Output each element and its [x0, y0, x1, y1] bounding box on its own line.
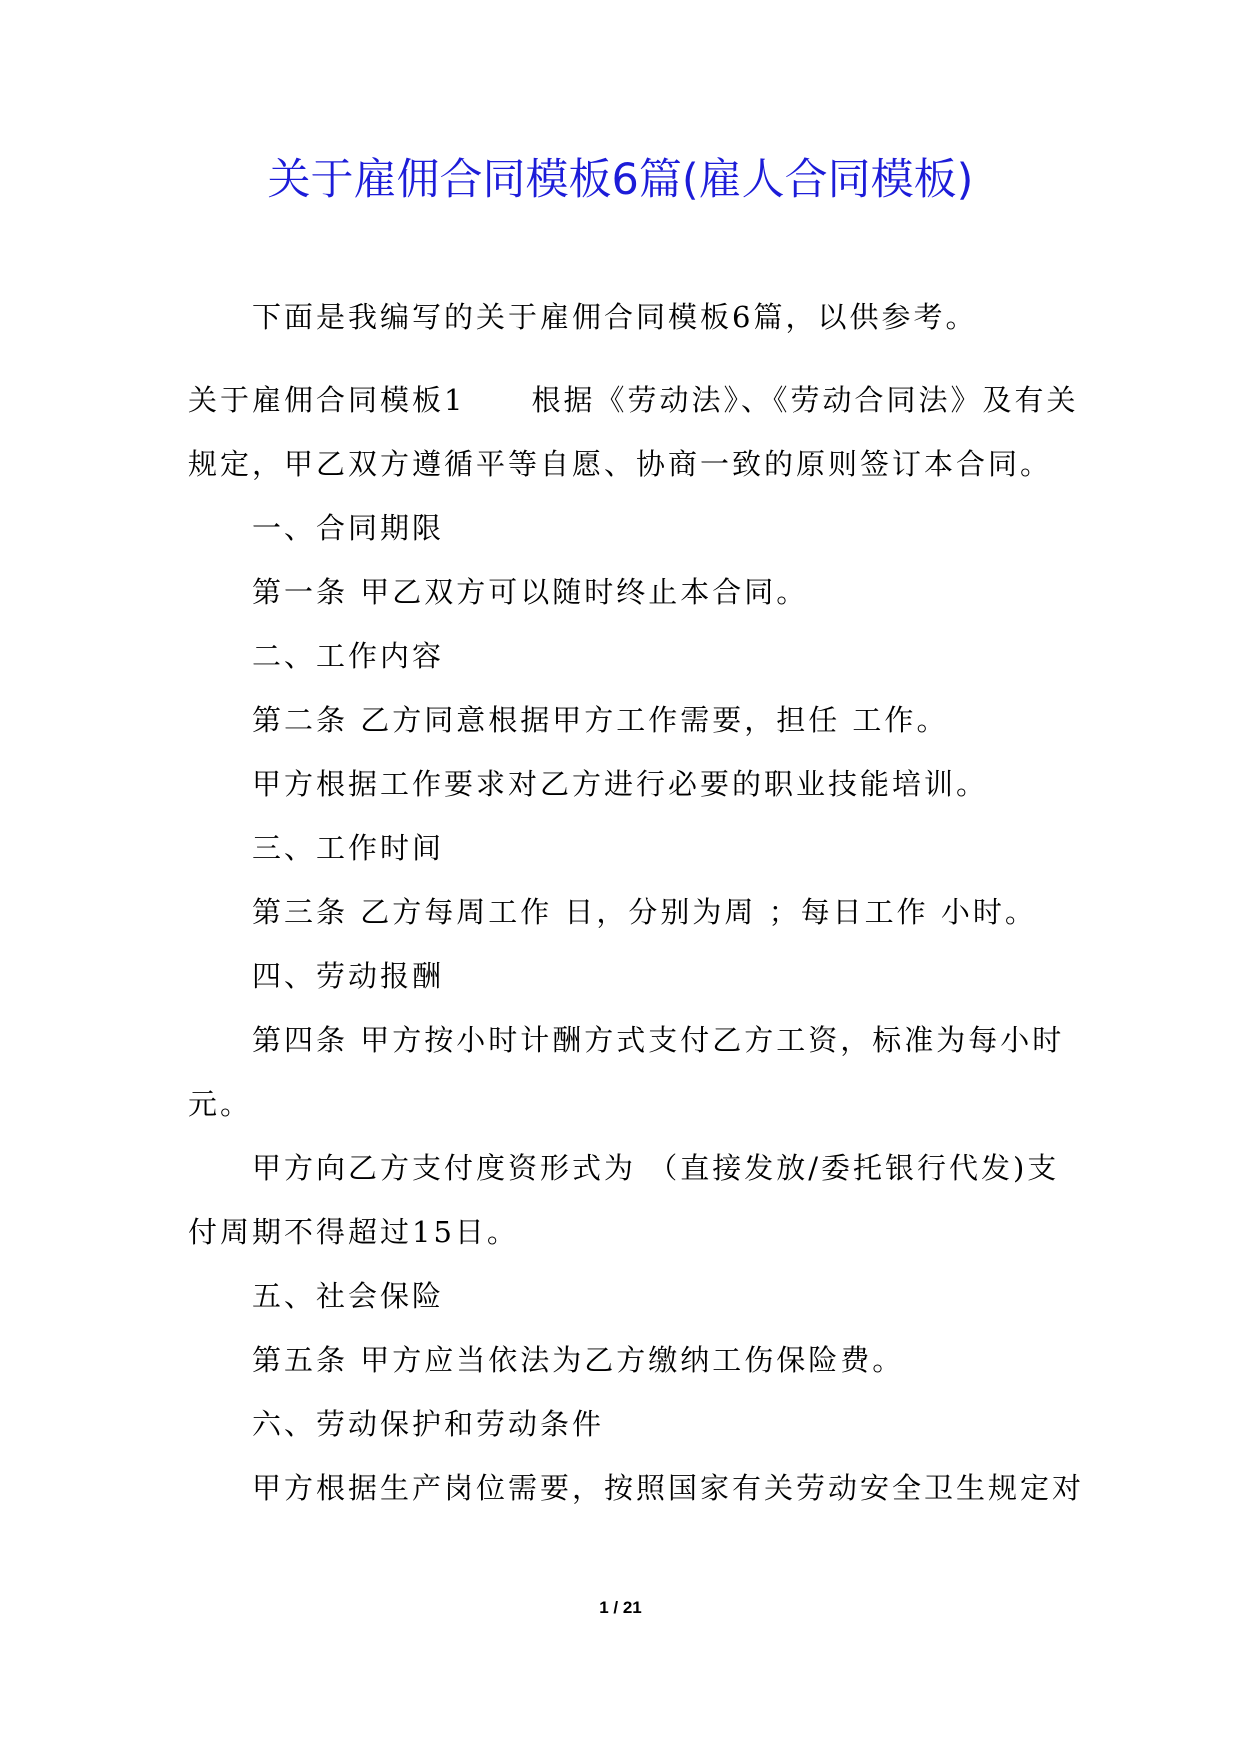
clause-heading: 三、工作时间 — [252, 831, 445, 865]
body-line: 甲方根据生产岗位需要，按照国家有关劳动安全卫生规定对 — [252, 1471, 1085, 1505]
body-line: 甲方向乙方支付度资形式为 （直接发放/委托银行代发)支 — [252, 1151, 1060, 1185]
page-number: 1 / 21 — [599, 1598, 642, 1617]
contract-body — [188, 368, 1085, 1520]
body-line: 关于雇佣合同模板1 根据《劳动法》、《劳动合同法》及有关 — [188, 383, 1079, 417]
clause-heading: 六、劳动保护和劳动条件 — [252, 1407, 605, 1441]
intro-paragraph: 下面是我编写的关于雇佣合同模板6篇，以供参考。 — [252, 300, 978, 334]
body-line: 第三条 乙方每周工作 日，分别为周 ；每日工作 小时。 — [252, 895, 1037, 929]
body-line: 第四条 甲方按小时计酬方式支付乙方工资，标准为每小时 — [252, 1023, 1065, 1057]
clause-heading: 二、工作内容 — [252, 639, 445, 673]
body-line: 第一条 甲乙双方可以随时终止本合同。 — [252, 575, 809, 609]
body-line: 第五条 甲方应当依法为乙方缴纳工伤保险费。 — [252, 1343, 905, 1377]
document-title: 关于雇佣合同模板6篇(雇人合同模板) — [267, 155, 974, 205]
body-line: 规定，甲乙双方遵循平等自愿、协商一致的原则签订本合同。 — [188, 447, 1053, 481]
body-line: 元。 — [188, 1087, 253, 1121]
clause-heading: 四、劳动报酬 — [252, 959, 445, 993]
body-line: 付周期不得超过15日。 — [188, 1215, 519, 1249]
body-line: 甲方根据工作要求对乙方进行必要的职业技能培训。 — [252, 767, 989, 801]
clause-heading: 一、合同期限 — [252, 511, 445, 545]
section-heading: 关于雇佣合同模板1 — [188, 383, 466, 417]
clause-heading: 五、社会保险 — [252, 1279, 445, 1313]
body-line: 第二条 乙方同意根据甲方工作需要，担任 工作。 — [252, 703, 949, 737]
